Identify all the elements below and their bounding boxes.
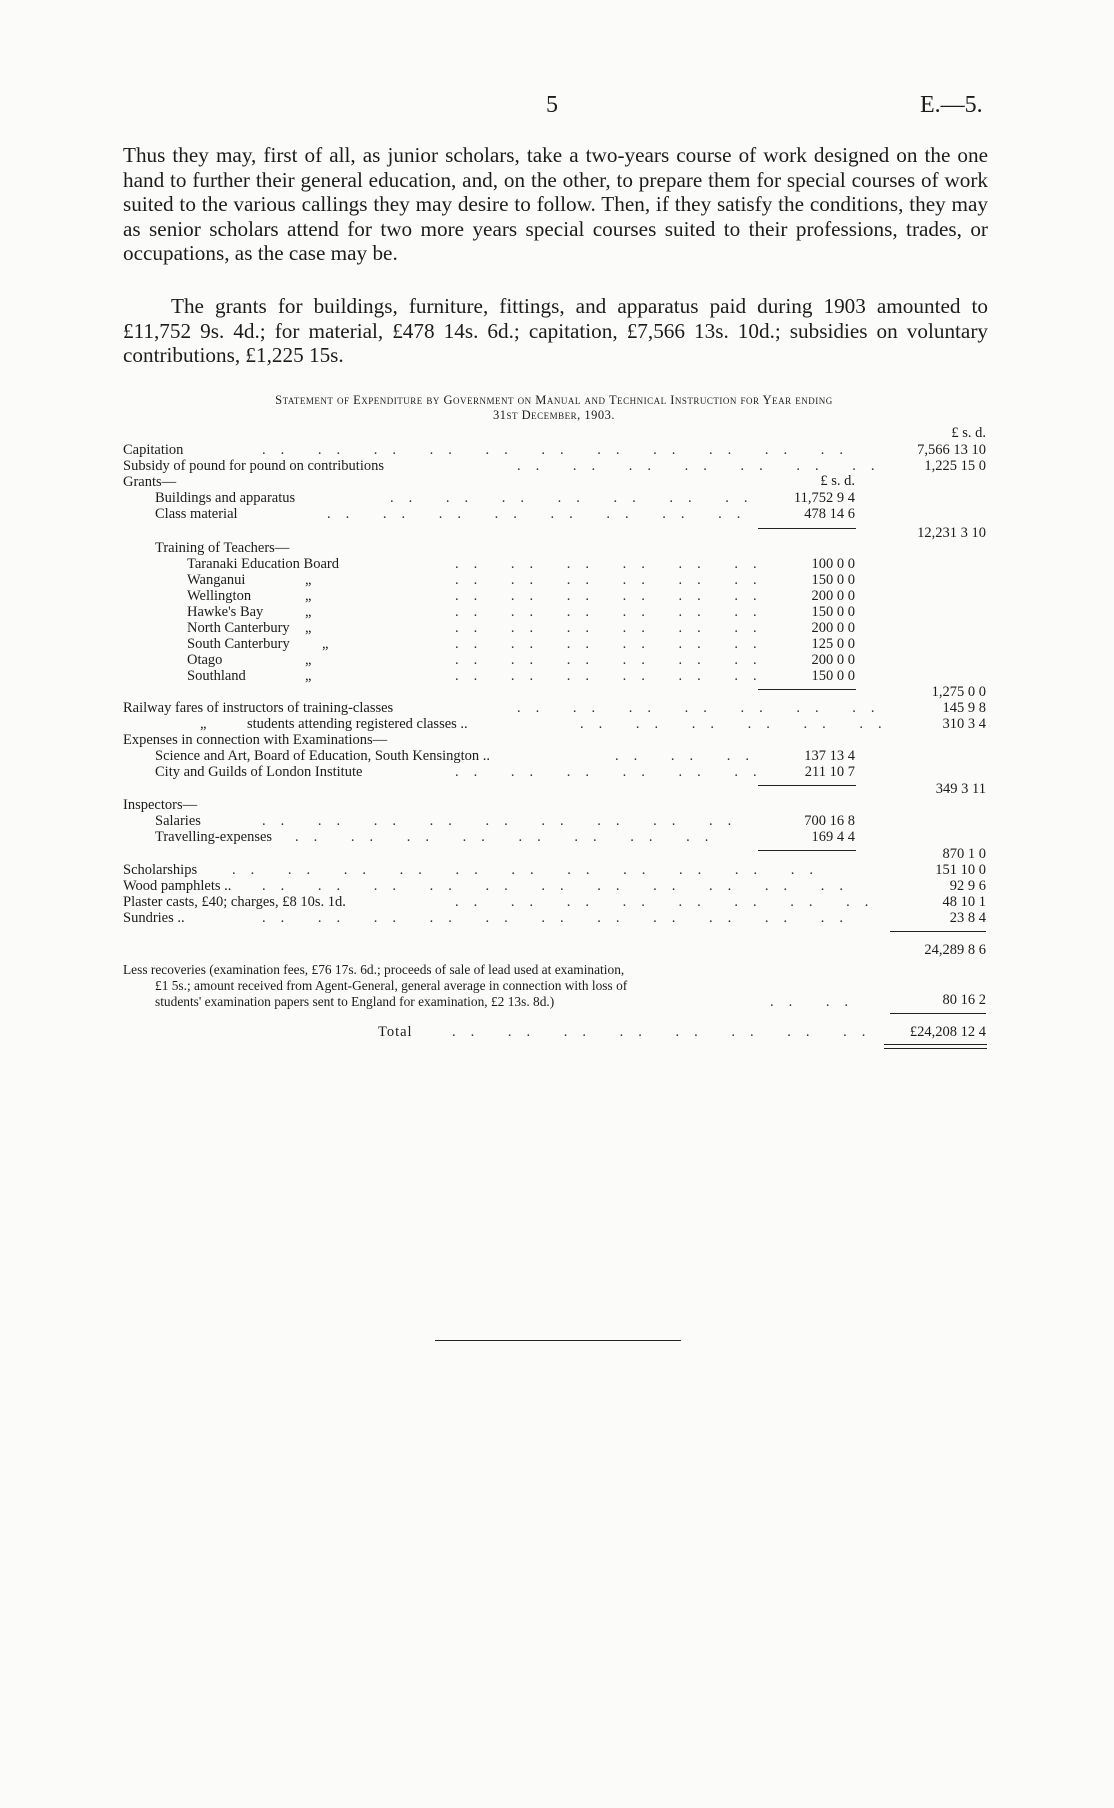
exam-total: 349 3 11 bbox=[935, 781, 986, 797]
less-recoveries-amount: 80 16 2 bbox=[942, 992, 986, 1008]
leader-dots: .. .. .. .. .. .. bbox=[455, 556, 772, 572]
capitation-amount: 7,566 13 10 bbox=[917, 442, 986, 458]
leader-dots: .. .. .. .. .. .. bbox=[455, 764, 772, 780]
leader-dots: .. .. .. .. .. .. .. bbox=[517, 700, 890, 716]
statement-title-line-2: 31st December, 1903. bbox=[492, 408, 616, 422]
students-label: students attending registered classes .. bbox=[247, 716, 468, 732]
document-reference: E.—5. bbox=[920, 92, 983, 118]
leader-dots: .. .. .. .. .. .. bbox=[580, 716, 897, 732]
total-amount: £24,208 12 4 bbox=[909, 1024, 986, 1040]
scholarships-label: Scholarships bbox=[123, 862, 198, 878]
ditto-mark: „ bbox=[305, 620, 312, 636]
scholarships-amount: 151 10 0 bbox=[935, 862, 986, 878]
leader-dots: .. .. .. .. .. .. bbox=[455, 668, 772, 684]
sundries-label: Sundries .. bbox=[123, 910, 185, 926]
exam-city-amount: 211 10 7 bbox=[804, 764, 855, 780]
exam-science-label: Science and Art, Board of Education, South Kensington .. bbox=[155, 748, 491, 764]
training-board-amount: 125 0 0 bbox=[811, 636, 855, 652]
training-board-amount: 200 0 0 bbox=[811, 652, 855, 668]
training-board-name: North Canterbury bbox=[187, 620, 290, 636]
statement-title-line-1: Statement of Expenditure by Government on Manual and Technical Instruction for Year ending bbox=[275, 393, 833, 407]
leader-dots: .. .. .. .. .. .. .. .. bbox=[295, 829, 724, 845]
inspectors-travel-amount: 169 4 4 bbox=[811, 829, 855, 845]
students-amount: 310 3 4 bbox=[942, 716, 986, 732]
leader-dots: .. .. .. .. .. .. .. .. .. .. .. bbox=[262, 910, 858, 926]
training-board-amount: 150 0 0 bbox=[811, 604, 855, 620]
right-column-heading: £ s. d. bbox=[951, 425, 986, 441]
paragraph-2: The grants for buildings, furniture, fittings, and apparatus paid during 1903 amounted to £11,752 9s. 4d.; for material, £478 14s. 6d.; capitation, £7,566 13s. 10d.; subsidies on voluntary contributions, £1,225 15s. bbox=[123, 294, 988, 367]
grants-buildings-amount: 11,752 9 4 bbox=[793, 490, 855, 506]
exam-science-amount: 137 13 4 bbox=[804, 748, 855, 764]
leader-dots: .. .. .. .. .. .. bbox=[455, 636, 772, 652]
subtotal-rule bbox=[758, 689, 856, 690]
training-board-name: Taranaki Education Board bbox=[187, 556, 339, 572]
leader-dots: .. .. .. .. .. .. bbox=[455, 620, 772, 636]
leader-dots: .. .. .. .. .. .. .. .. .. .. .. bbox=[232, 862, 828, 878]
paragraph-1: Thus they may, first of all, as junior scholars, take a two-years course of work designed on the one hand to further their general education, and, on the other, to prepare them for special courses of work suited to the various callings they may desire to follow. Then, if they satisfy the conditions, they may as senior scholars attend for two more years special courses suited to their professions, trades, or occupations, as the case may be. bbox=[123, 143, 988, 265]
leader-dots: .. .. .. .. .. .. .. .. bbox=[327, 506, 756, 522]
training-board-name: South Canterbury bbox=[187, 636, 290, 652]
total-label: Total bbox=[378, 1024, 413, 1040]
inspectors-label: Inspectors— bbox=[123, 797, 198, 813]
section-end-rule bbox=[435, 1340, 681, 1341]
plaster-label: Plaster casts, £40; charges, £8 10s. 1d. bbox=[123, 894, 346, 910]
pamphlets-amount: 92 9 6 bbox=[949, 878, 986, 894]
training-board-amount: 200 0 0 bbox=[811, 620, 855, 636]
training-board-name: Southland bbox=[187, 668, 246, 684]
leader-dots: .. .. .. bbox=[615, 748, 764, 764]
ditto-mark: „ bbox=[305, 604, 312, 620]
grants-buildings-label: Buildings and apparatus bbox=[155, 490, 296, 506]
page-number: 5 bbox=[546, 92, 558, 118]
leader-dots: .. .. .. .. .. .. bbox=[455, 604, 772, 620]
leader-dots: .. .. .. .. .. .. bbox=[455, 652, 772, 668]
statement-title bbox=[118, 393, 990, 423]
less-recoveries-line-1: Less recoveries (examination fees, £76 17s. 6d.; proceeds of sale of lead used at examination, bbox=[123, 962, 625, 977]
training-label: Training of Teachers— bbox=[155, 540, 290, 556]
leader-dots: .. .. .. .. .. .. .. .. .. .. .. bbox=[262, 442, 858, 458]
training-board-amount: 100 0 0 bbox=[811, 556, 855, 572]
subtotal-rule bbox=[890, 931, 986, 932]
leader-dots: .. .. .. .. .. .. .. bbox=[517, 458, 890, 474]
training-total: 1,275 0 0 bbox=[931, 684, 986, 700]
grants-total: 12,231 3 10 bbox=[917, 525, 986, 541]
pamphlets-label: Wood pamphlets .. bbox=[123, 878, 232, 894]
inspectors-salaries-label: Salaries bbox=[155, 813, 201, 829]
ditto-mark: „ bbox=[305, 668, 312, 684]
subsidy-amount: 1,225 15 0 bbox=[924, 458, 986, 474]
training-board-amount: 200 0 0 bbox=[811, 588, 855, 604]
training-board-name: Wellington bbox=[187, 588, 252, 604]
ditto-mark: „ bbox=[322, 636, 329, 652]
railway-label: Railway fares of instructors of training-classes bbox=[123, 700, 394, 716]
subtotal-rule bbox=[758, 528, 856, 529]
training-board-amount: 150 0 0 bbox=[811, 572, 855, 588]
railway-amount: 145 9 8 bbox=[942, 700, 986, 716]
leader-dots: .. .. bbox=[770, 994, 864, 1010]
leader-dots: .. .. .. .. .. .. bbox=[455, 588, 772, 604]
less-recoveries-line-2: £1 5s.; amount received from Agent-General, general average in connection with loss of bbox=[155, 978, 628, 993]
training-board-name: Wanganui bbox=[187, 572, 246, 588]
subtotal-rule bbox=[890, 1013, 986, 1014]
leader-dots: .. .. .. .. .. .. .. bbox=[390, 490, 763, 506]
training-board-amount: 150 0 0 bbox=[811, 668, 855, 684]
subtotal-amount: 24,289 8 6 bbox=[924, 942, 986, 958]
total-double-rule bbox=[884, 1044, 987, 1049]
ditto-mark: „ bbox=[305, 652, 312, 668]
grants-material-amount: 478 14 6 bbox=[804, 506, 855, 522]
training-board-name: Otago bbox=[187, 652, 223, 668]
ditto-mark: „ bbox=[305, 588, 312, 604]
training-board-name: Hawke's Bay bbox=[187, 604, 264, 620]
sundries-amount: 23 8 4 bbox=[949, 910, 986, 926]
inspectors-total: 870 1 0 bbox=[942, 846, 986, 862]
exam-city-label: City and Guilds of London Institute bbox=[155, 764, 363, 780]
inspectors-travel-label: Travelling-expenses bbox=[155, 829, 273, 845]
ditto-mark: „ bbox=[305, 572, 312, 588]
plaster-amount: 48 10 1 bbox=[942, 894, 986, 910]
subtotal-rule bbox=[758, 785, 856, 786]
exam-label: Expenses in connection with Examinations— bbox=[123, 732, 388, 748]
subtotal-rule bbox=[758, 850, 856, 851]
leader-dots: .. .. .. .. .. .. bbox=[455, 572, 772, 588]
ditto-mark: „ bbox=[200, 716, 207, 732]
grants-label: Grants— bbox=[123, 474, 177, 490]
leader-dots: .. .. .. .. .. .. .. .. bbox=[455, 894, 884, 910]
less-recoveries-line-3: students' examination papers sent to England for examination, £2 13s. 8d.) bbox=[155, 994, 555, 1009]
inspectors-salaries-amount: 700 16 8 bbox=[804, 813, 855, 829]
capitation-label: Capitation bbox=[123, 442, 184, 458]
grants-material-label: Class material bbox=[155, 506, 238, 522]
leader-dots: .. .. .. .. .. .. .. .. .. bbox=[262, 813, 747, 829]
leader-dots: .. .. .. .. .. .. .. .. bbox=[452, 1024, 881, 1040]
middle-column-heading: £ s. d. bbox=[820, 473, 855, 489]
subsidy-label: Subsidy of pound for pound on contributions bbox=[123, 458, 384, 474]
leader-dots: .. .. .. .. .. .. .. .. .. .. .. bbox=[262, 878, 858, 894]
